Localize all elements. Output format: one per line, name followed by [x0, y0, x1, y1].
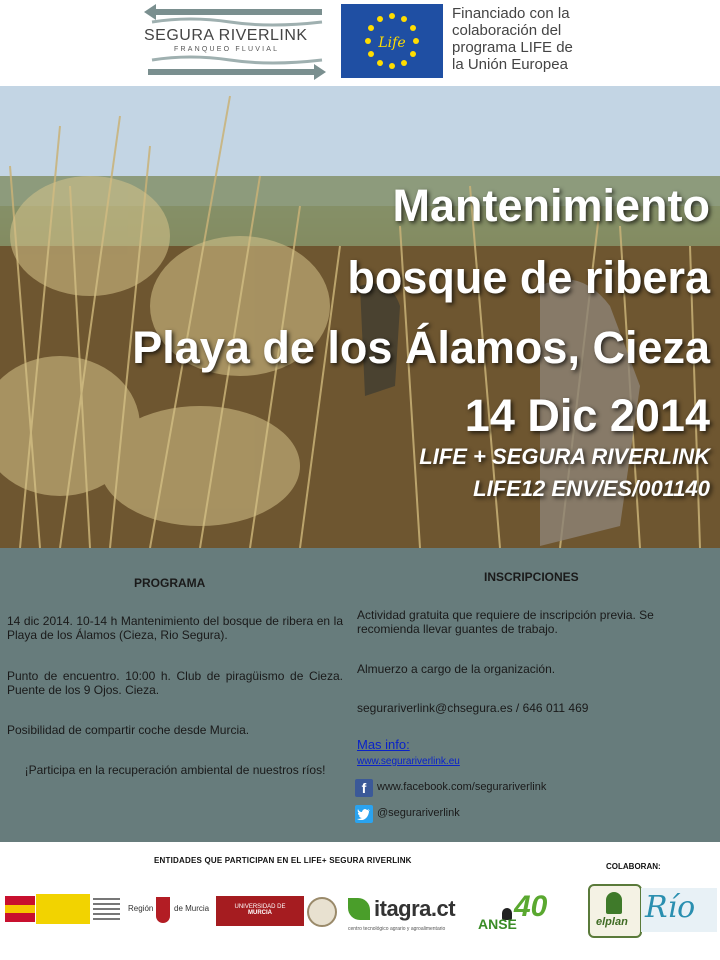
elplan-word: elplan: [596, 916, 628, 928]
hero-project: LIFE + SEGURA RIVERLINK: [419, 444, 710, 469]
funding-note: [452, 5, 602, 73]
itagra-tagline: centro tecnológico agrario y agroalimentario: [348, 926, 446, 932]
funding-line: Financiado con la: [452, 5, 570, 22]
segura-riverlink-logo: [140, 2, 330, 82]
tree-icon: [606, 892, 622, 914]
murcia-label-b: de Murcia: [174, 904, 210, 913]
info-panel: [0, 548, 720, 842]
funding-line: colaboración del: [452, 22, 562, 39]
rio-logo: [641, 888, 717, 932]
footer: [0, 842, 720, 960]
hero-location: Playa de los Álamos, Cieza: [132, 322, 710, 373]
spain-shield-icon: [5, 896, 35, 922]
logo-title: SEGURA RIVERLINK: [144, 27, 308, 44]
twitter-icon: [355, 805, 373, 823]
elplan-logo: [588, 884, 642, 938]
eu-flag-text: Life: [378, 35, 406, 51]
collaborators-heading: COLABORAN:: [606, 862, 661, 871]
universidad-murcia-logo: [216, 896, 336, 926]
hero-title-line: bosque de ribera: [347, 252, 710, 303]
anse-number: 40: [514, 890, 548, 923]
ministry-text-lines: [93, 898, 120, 900]
anse-logo: [476, 890, 572, 934]
contact-info: segurariverlink@chsegura.es / 646 011 469: [357, 701, 589, 715]
more-info-link[interactable]: Mas info:: [357, 737, 410, 752]
facebook-link[interactable]: www.facebook.com/segurariverlink: [377, 781, 547, 793]
header: [0, 0, 720, 86]
programa-callout: ¡Participa en la recuperación ambiental de nuestros ríos!: [24, 763, 326, 777]
programa-item: Punto de encuentro. 10:00 h. Club de piragüismo de Cieza. Puente de los 9 Ojos. Cieza.: [7, 669, 343, 697]
inscripciones-heading: INSCRIPCIONES: [484, 570, 579, 584]
programa-heading: PROGRAMA: [134, 576, 206, 590]
hero-title-line: Mantenimiento: [392, 180, 710, 231]
hero-photo: [0, 86, 720, 548]
inscripciones-item: Actividad gratuita que requiere de inscripción previa. Se recomienda llevar guantes de trabajo.: [357, 608, 654, 636]
hero-project-code: LIFE12 ENV/ES/001140: [473, 476, 710, 501]
eu-life-flag: [341, 4, 443, 78]
ministerio-logo: [3, 892, 120, 926]
umu-seal-icon: [307, 897, 337, 927]
anse-word: ANSE: [478, 916, 517, 932]
twitter-handle[interactable]: @segurariverlink: [377, 807, 460, 819]
hero-date: 14 Dic 2014: [464, 390, 710, 441]
programa-item: 14 dic 2014. 10-14 h Mantenimiento del bosque de ribera en la Playa de los Álamos (Cieza, Rio Segura).: [7, 614, 343, 642]
itagra-logo: [346, 896, 470, 932]
programa-item: Posibilidad de compartir coche desde Murcia.: [7, 723, 250, 737]
umu-line-a: UNIVERSIDAD DE: [234, 904, 286, 910]
murcia-crest-icon: [156, 897, 170, 923]
umu-line-b: MURCIA: [248, 910, 272, 916]
umu-band: [216, 896, 304, 926]
murcia-label-a: Región: [128, 904, 154, 913]
itagra-leaf-icon: [348, 898, 370, 920]
ministry-band: [36, 894, 90, 924]
website-link[interactable]: www.segurariverlink.eu: [357, 756, 460, 767]
itagra-name: itagra.ct: [374, 896, 456, 921]
funding-line: la Unión Europea: [452, 56, 568, 73]
facebook-icon: f: [355, 779, 373, 797]
entities-heading: ENTIDADES QUE PARTICIPAN EN EL LIFE+ SEGURA RIVERLINK: [154, 856, 412, 865]
logo-subtitle: FRANQUEO FLUVIAL: [174, 46, 280, 53]
inscripciones-item: Almuerzo a cargo de la organización.: [357, 662, 556, 676]
region-murcia-logo: [128, 894, 210, 926]
eu-stars-icon: [341, 4, 443, 78]
funding-line: programa LIFE de: [452, 39, 573, 56]
rio-word: Río: [645, 890, 696, 925]
